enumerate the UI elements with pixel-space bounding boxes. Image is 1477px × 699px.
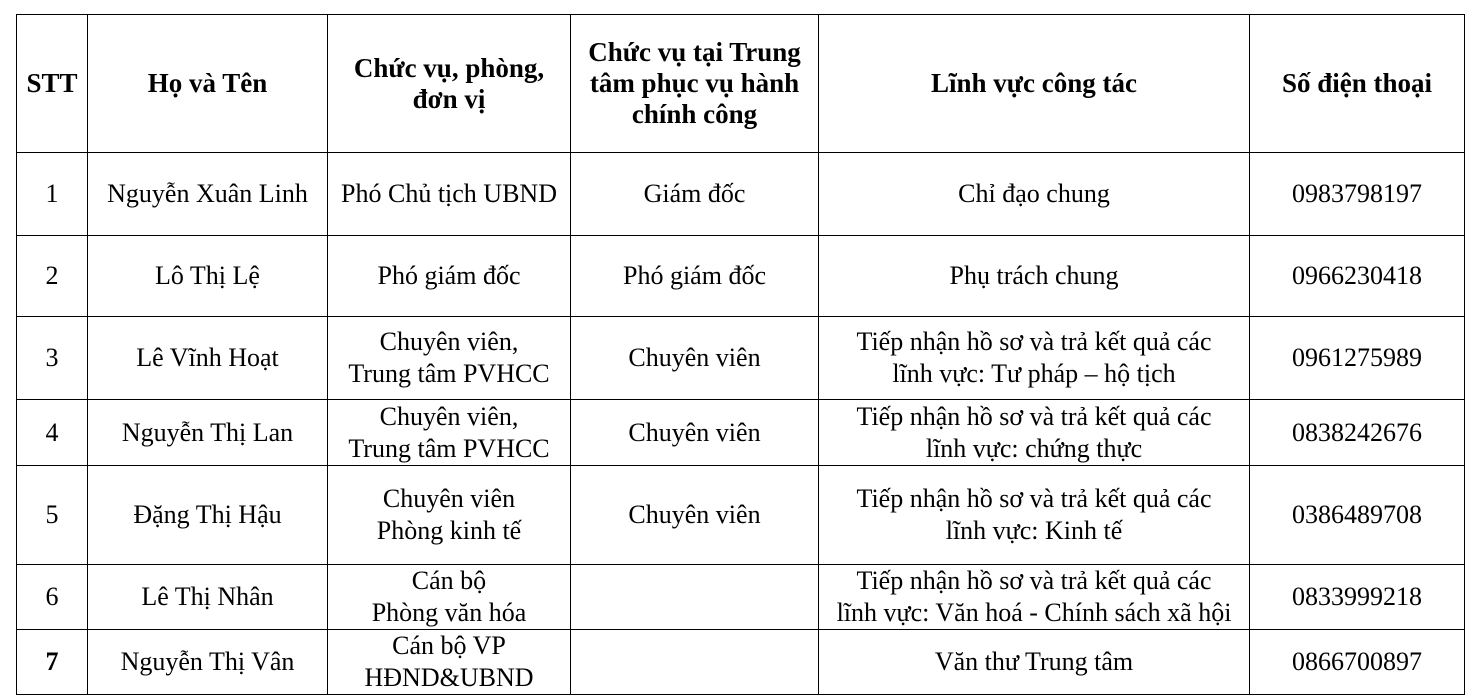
- cell-name: Lô Thị Lệ: [88, 236, 328, 317]
- cell-stt: 4: [17, 400, 88, 466]
- cell-name: Đặng Thị Hậu: [88, 466, 328, 565]
- cell-position-line: Trung tâm PVHCC: [348, 359, 550, 388]
- cell-position: [328, 317, 571, 400]
- cell-stt: 6: [17, 565, 88, 630]
- header-center-role-line: tâm phục vụ hành: [589, 68, 800, 98]
- cell-field: [819, 236, 1250, 317]
- cell-position-line: Chuyên viên: [382, 484, 516, 513]
- table-row: [17, 630, 1465, 695]
- table-row: [17, 236, 1465, 317]
- cell-field: [819, 630, 1250, 695]
- cell-center-role: Chuyên viên: [571, 400, 819, 466]
- header-position: [328, 15, 571, 153]
- header-name: Họ và Tên: [88, 15, 328, 153]
- cell-field: [819, 400, 1250, 466]
- table-row: [17, 565, 1465, 630]
- cell-stt: 7: [17, 630, 88, 695]
- cell-name: Nguyễn Thị Lan: [88, 400, 328, 466]
- table-row: [17, 153, 1465, 236]
- cell-position-line: Chuyên viên,: [379, 401, 519, 431]
- cell-position: [328, 153, 571, 236]
- cell-phone: 0983798197: [1250, 153, 1465, 236]
- table-row: [17, 317, 1465, 400]
- cell-position-line: Trung tâm PVHCC: [348, 433, 550, 463]
- cell-field: [819, 317, 1250, 400]
- cell-field-line: Tiếp nhận hồ sơ và trả kết quả các: [856, 566, 1212, 595]
- cell-field-line: lĩnh vực: Tư pháp – hộ tịch: [892, 359, 1176, 388]
- cell-position-line: HĐND&UBND: [364, 663, 534, 692]
- cell-name: Nguyễn Xuân Linh: [88, 153, 328, 236]
- cell-field-line: lĩnh vực: Văn hoá - Chính sách xã hội: [836, 598, 1232, 627]
- cell-field-line: Tiếp nhận hồ sơ và trả kết quả các: [856, 327, 1212, 356]
- header-center-role-line: Chức vụ tại Trung: [588, 37, 801, 67]
- cell-position: [328, 565, 571, 630]
- header-position-line: đơn vị: [412, 83, 486, 114]
- header-stt: STT: [17, 15, 88, 153]
- cell-position: [328, 630, 571, 695]
- cell-center-role: [571, 565, 819, 630]
- cell-field-line: lĩnh vực: Kinh tế: [945, 516, 1123, 545]
- cell-field-line: Văn thư Trung tâm: [934, 647, 1134, 676]
- cell-position-line: Phòng kinh tế: [376, 516, 522, 545]
- cell-phone: 0838242676: [1250, 400, 1465, 466]
- cell-center-role: Chuyên viên: [571, 466, 819, 565]
- cell-field-line: Chỉ đạo chung: [958, 179, 1110, 208]
- cell-stt: 1: [17, 153, 88, 236]
- cell-center-role: Giám đốc: [571, 153, 819, 236]
- cell-name: Nguyễn Thị Vân: [88, 630, 328, 695]
- header-center-role-line: chính công: [631, 99, 758, 129]
- header-field: Lĩnh vực công tác: [819, 15, 1250, 153]
- cell-phone: 0386489708: [1250, 466, 1465, 565]
- cell-position-line: Chuyên viên,: [379, 327, 519, 356]
- cell-field-line: lĩnh vực: chứng thực: [925, 433, 1143, 463]
- cell-field: [819, 153, 1250, 236]
- cell-phone: 0866700897: [1250, 630, 1465, 695]
- cell-field: [819, 466, 1250, 565]
- header-center-role: [571, 15, 819, 153]
- staff-table: [16, 14, 1465, 695]
- table-row: [17, 466, 1465, 565]
- cell-position: [328, 400, 571, 466]
- cell-field-line: Tiếp nhận hồ sơ và trả kết quả các: [856, 484, 1212, 513]
- cell-position-line: Phòng văn hóa: [371, 598, 527, 627]
- cell-field: [819, 565, 1250, 630]
- cell-position-line: Phó giám đốc: [377, 261, 521, 290]
- cell-phone: 0833999218: [1250, 565, 1465, 630]
- cell-stt: 3: [17, 317, 88, 400]
- cell-name: Lê Thị Nhân: [88, 565, 328, 630]
- cell-position-line: Cán bộ VP: [392, 631, 506, 660]
- header-position-line: Chức vụ, phòng,: [353, 52, 545, 83]
- table-row: [17, 400, 1465, 466]
- cell-name: Lê Vĩnh Hoạt: [88, 317, 328, 400]
- cell-field-line: Tiếp nhận hồ sơ và trả kết quả các: [856, 401, 1212, 431]
- cell-position-line: Phó Chủ tịch UBND: [341, 179, 557, 208]
- cell-stt: 5: [17, 466, 88, 565]
- cell-center-role: Chuyên viên: [571, 317, 819, 400]
- cell-phone: 0966230418: [1250, 236, 1465, 317]
- cell-field-line: Phụ trách chung: [949, 261, 1119, 290]
- cell-center-role: [571, 630, 819, 695]
- header-row: [17, 15, 1465, 153]
- cell-position: [328, 466, 571, 565]
- header-phone: Số điện thoại: [1250, 15, 1465, 153]
- cell-center-role: Phó giám đốc: [571, 236, 819, 317]
- cell-position: [328, 236, 571, 317]
- cell-phone: 0961275989: [1250, 317, 1465, 400]
- cell-stt: 2: [17, 236, 88, 317]
- cell-position-line: Cán bộ: [411, 566, 487, 595]
